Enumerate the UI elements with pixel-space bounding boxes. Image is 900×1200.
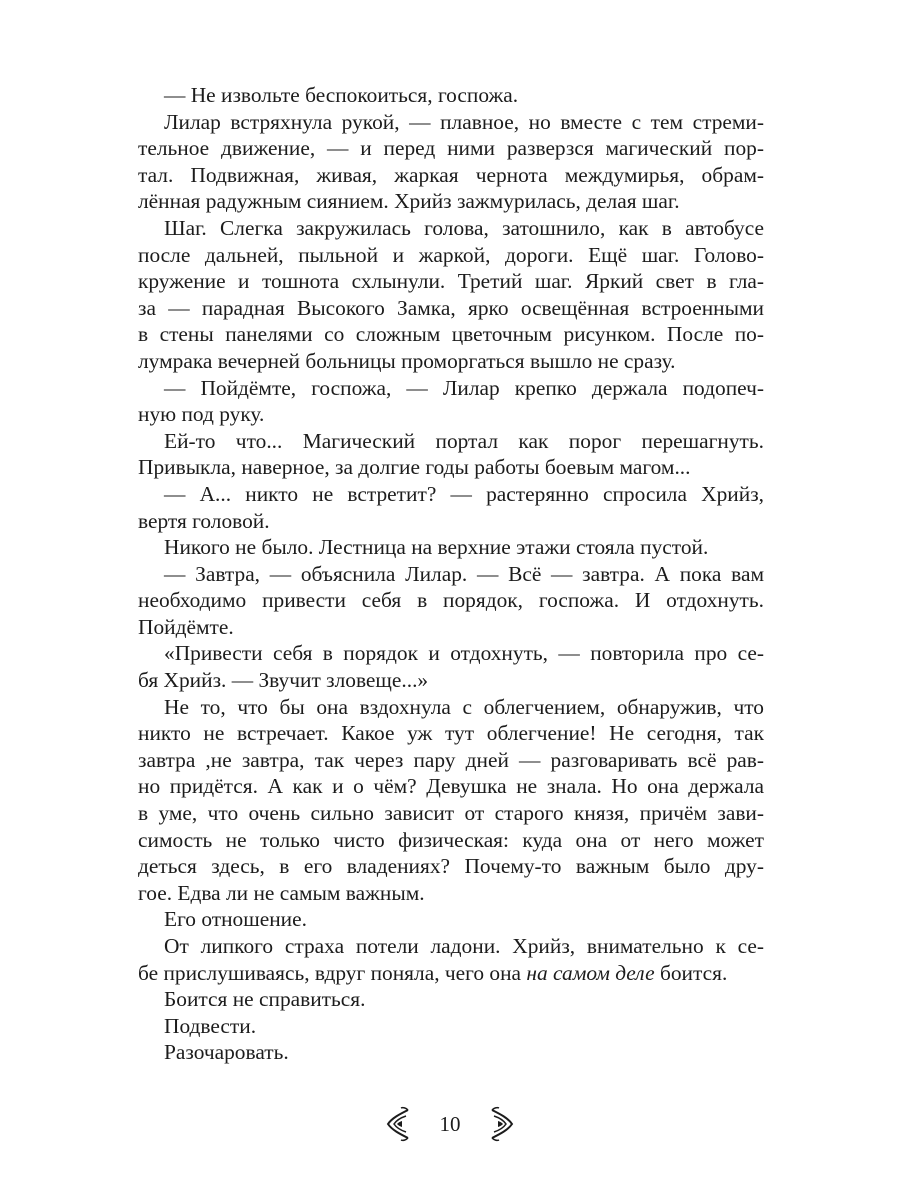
text-line: Ей-то что... Магический портал как порог перешагнуть.: [164, 428, 764, 453]
text-line: деться здесь, в его владениях? Почему-то важным было дру-: [138, 854, 764, 879]
text-line: — Завтра, — объяснила Лилар. — Всё — завтра. А пока вам: [164, 561, 764, 586]
text-line: тал. Подвижная, живая, жаркая чернота междумирья, обрам-: [138, 162, 764, 187]
text-line: Не то, что бы она вздохнула с облегчением, обнаружив, что: [164, 694, 764, 719]
text-segment: боится.: [654, 960, 728, 985]
text-line: Подвести.: [164, 1013, 257, 1038]
text-line: Его отношение.: [164, 907, 307, 932]
text-line: — Не извольте беспокоиться, госпожа.: [164, 83, 519, 107]
text-line: тельное движение, — и перед ними разверзся магический пор-: [138, 136, 764, 161]
text-line: бя Хрийз. — Звучит зловеще...»: [138, 668, 429, 693]
text-line: Привыкла, наверное, за долгие годы работы боевым магом...: [138, 455, 691, 480]
text-line: за — парадная Высокого Замка, ярко освещённая встроенными: [138, 295, 764, 320]
text-line: лумрака вечерней больницы проморгаться вышло не сразу.: [138, 348, 676, 373]
page-footer: [0, 1104, 900, 1144]
text-line: никто не встречает. Какое уж тут облегчение! Не сегодня, так: [138, 721, 764, 746]
text-line: в стены панелями со сложным цветочным рисунком. После по-: [138, 322, 764, 347]
text-line: гое. Едва ли не самым важным.: [138, 880, 425, 905]
body-text: [138, 82, 764, 1066]
text-line: От липкого страха потели ладони. Хрийз, внимательно к се-: [164, 934, 764, 958]
text-line: Никого не было. Лестница на верхние этажи стояла пустой.: [164, 535, 709, 560]
text-line: Шаг. Слегка закружилась голова, затошнило, как в автобусе: [164, 215, 764, 240]
text-segment: бе прислушиваясь, вдруг поняла, чего она: [138, 960, 527, 985]
text-line: Разочаровать.: [164, 1040, 289, 1065]
text-line: — А... никто не встретит? — растерянно спросила Хрийз,: [164, 481, 764, 506]
text-line: лённая радужным сиянием. Хрийз зажмурилась, делая шаг.: [138, 189, 680, 214]
text-line: но придётся. А как и о чём? Девушка не знала. Но она держала: [138, 774, 764, 799]
text-line: [138, 960, 764, 987]
text-line: Лилар встряхнула рукой, — плавное, но вместе с тем стреми-: [164, 109, 764, 134]
floral-ornament-left-icon: [384, 1104, 412, 1144]
text-line: после дальней, пыльной и жаркой, дороги. Ещё шаг. Голово-: [138, 242, 764, 267]
text-line: — Пойдёмте, госпожа, — Лилар крепко держала подопеч-: [164, 375, 764, 400]
floral-ornament-right-icon: [488, 1104, 516, 1144]
page-number: 10: [439, 1112, 461, 1136]
text-line: ную под руку.: [138, 402, 265, 427]
text-line: необходимо привести себя в порядок, госпожа. И отдохнуть.: [138, 588, 764, 613]
text-line: в уме, что очень сильно зависит от старого князя, причём зави-: [138, 801, 764, 826]
text-line: кружение и тошнота схлынули. Третий шаг. Яркий свет в гла-: [138, 269, 764, 294]
text-line: вертя головой.: [138, 508, 270, 533]
text-line: «Привести себя в порядок и отдохнуть, — повторила про се-: [164, 641, 764, 666]
text-line: завтра ,не завтра, так через пару дней — разговаривать всё рав-: [138, 747, 764, 772]
text-line: Боится не справиться.: [164, 987, 366, 1012]
italic-emphasis: на самом деле: [526, 960, 655, 985]
text-line: Пойдёмте.: [138, 614, 234, 639]
text-line: симость не только чисто физическая: куда она от него может: [138, 827, 764, 852]
